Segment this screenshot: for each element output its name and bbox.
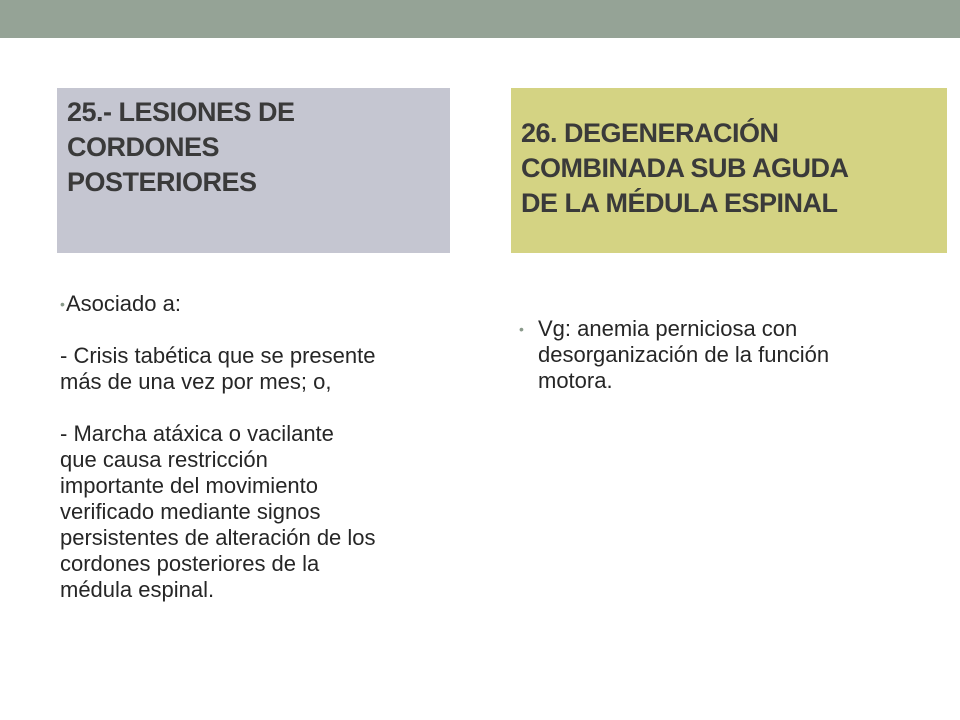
left-item2-line-1: - Marcha atáxica o vacilante (60, 421, 334, 446)
left-item2-line-7: médula espinal. (60, 577, 215, 602)
right-heading-line-3: DE LA MÉDULA ESPINAL (521, 188, 838, 218)
left-intro-line (60, 291, 450, 317)
left-item1-line-1: - Crisis tabética que se presente (60, 343, 376, 368)
right-body-line-3: motora. (538, 368, 613, 393)
paragraph-spacer (60, 395, 450, 421)
left-item2-line-4: verificado mediante signos (60, 499, 321, 524)
left-body-text (60, 291, 450, 603)
paragraph-spacer (60, 317, 450, 343)
right-heading-line-2: COMBINADA SUB AGUDA (521, 153, 849, 183)
left-item2-line-6: cordones posteriores de la (60, 551, 320, 576)
right-body-line-2: desorganización de la función (538, 342, 830, 367)
right-heading-line-1: 26. DEGENERACIÓN (521, 118, 779, 148)
right-heading-box (511, 88, 947, 253)
left-item1-line-2: más de una vez por mes; o, (60, 369, 332, 394)
bullet-icon: • (60, 296, 65, 312)
left-item2-line-3: importante del movimiento (60, 473, 319, 498)
left-item2-line-5: persistentes de alteración de los (60, 525, 376, 550)
right-body-line-1: Vg: anemia perniciosa con (538, 316, 798, 341)
left-heading-line-3: POSTERIORES (67, 167, 257, 197)
top-accent-bar (0, 0, 960, 38)
left-item2-line-2: que causa restricción (60, 447, 268, 472)
bullet-icon: • (519, 321, 524, 337)
left-heading-line-2: CORDONES (67, 132, 220, 162)
right-body-lines (538, 316, 829, 394)
left-heading-line-1: 25.- LESIONES DE (67, 97, 295, 127)
left-heading-box (57, 88, 450, 253)
left-intro-text: Asociado a: (66, 291, 181, 316)
